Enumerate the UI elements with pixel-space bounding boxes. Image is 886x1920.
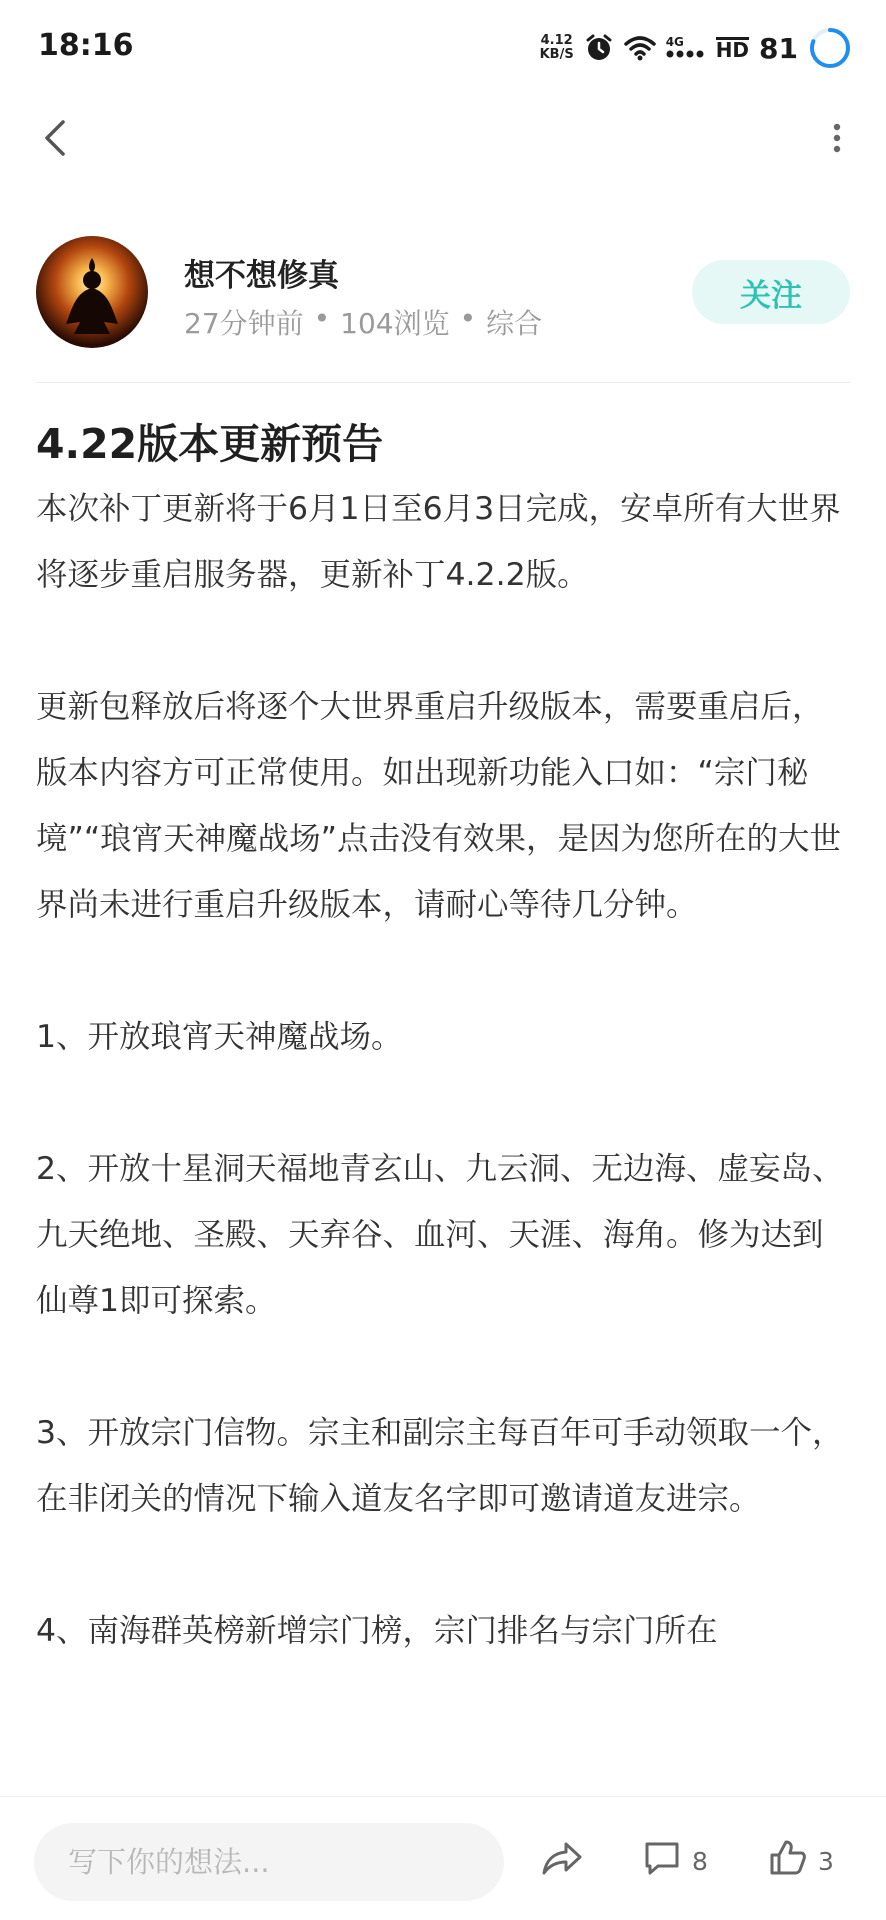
comment-count: 8 <box>692 1846 708 1876</box>
chevron-left-icon <box>43 118 67 162</box>
top-nav <box>0 100 886 180</box>
author-row <box>36 236 850 348</box>
battery-ring-icon <box>808 26 852 70</box>
bottom-action-bar <box>0 1796 886 1920</box>
net-speed-unit: KB/S <box>539 47 574 62</box>
more-options-button[interactable] <box>812 112 862 168</box>
article-paragraph: 本次补丁更新将于6月1日至6月3日完成，安卓所有大世界将逐步重启服务器，更新补丁4.2.2版。 <box>36 491 841 593</box>
post-category: 综合 <box>486 307 543 340</box>
status-icons <box>540 22 852 74</box>
thumbs-up-icon <box>768 1838 808 1884</box>
article-paragraph: 3、开放宗门信物。宗主和副宗主每百年可手动领取一个，在非闭关的情况下输入道友名字即可邀请道友进宗。 <box>36 1415 844 1517</box>
comment-button[interactable] <box>642 1831 708 1891</box>
follow-button[interactable]: 关注 <box>692 260 850 324</box>
article-body <box>36 412 850 1664</box>
meta-separator: • <box>459 302 477 335</box>
article-paragraph: 更新包释放后将逐个大世界重启升级版本，需要重启后，版本内容方可正常使用。如出现新功能入口如：“宗门秘境”“琅宵天神魔战场”点击没有效果，是因为您所在的大世界尚未进行重启升级版本，请耐心等待几分钟。 <box>36 689 841 923</box>
author-name[interactable]: 想不想修真 <box>184 258 339 294</box>
view-count: 104浏览 <box>340 307 450 340</box>
comment-icon <box>642 1838 682 1884</box>
article-paragraph: 2、开放十星洞天福地青玄山、九云洞、无边海、虚妄岛、九天绝地、圣殿、天弃谷、血河、天涯、海角。修为达到仙尊1即可探索。 <box>36 1151 844 1319</box>
post-meta <box>184 302 542 342</box>
divider <box>36 382 850 383</box>
article-title: 4.22版本更新预告 <box>36 420 384 468</box>
hd-label: HD <box>715 37 750 62</box>
share-button[interactable] <box>540 1831 584 1891</box>
comment-input[interactable] <box>34 1823 504 1901</box>
paragraph-spacer <box>36 1070 850 1136</box>
article-paragraph: 1、开放琅宵天神魔战场。 <box>36 1019 403 1055</box>
wifi-icon <box>624 34 656 62</box>
hd-call-icon <box>716 37 749 60</box>
paragraph-spacer <box>36 608 850 674</box>
meta-separator: • <box>313 302 331 335</box>
battery-percent: 81 <box>759 31 798 65</box>
avatar[interactable] <box>36 236 148 348</box>
more-vertical-icon <box>832 122 842 158</box>
cellular-signal-icon <box>666 36 706 60</box>
alarm-icon <box>584 33 614 63</box>
like-count: 3 <box>818 1846 834 1876</box>
paragraph-spacer <box>36 1334 850 1400</box>
net-speed <box>540 34 574 62</box>
post-time: 27分钟前 <box>184 307 304 340</box>
net-speed-value: 4.12 <box>540 33 573 48</box>
like-button[interactable] <box>768 1831 834 1891</box>
status-bar <box>0 0 886 96</box>
paragraph-spacer <box>36 938 850 1004</box>
back-button[interactable] <box>30 112 80 168</box>
status-time: 18:16 <box>38 28 134 63</box>
share-icon <box>540 1838 584 1884</box>
paragraph-spacer <box>36 1532 850 1598</box>
network-type-label: 4G <box>665 35 684 49</box>
article-paragraph: 4、南海群英榜新增宗门榜，宗门排名与宗门所在 <box>36 1613 718 1649</box>
